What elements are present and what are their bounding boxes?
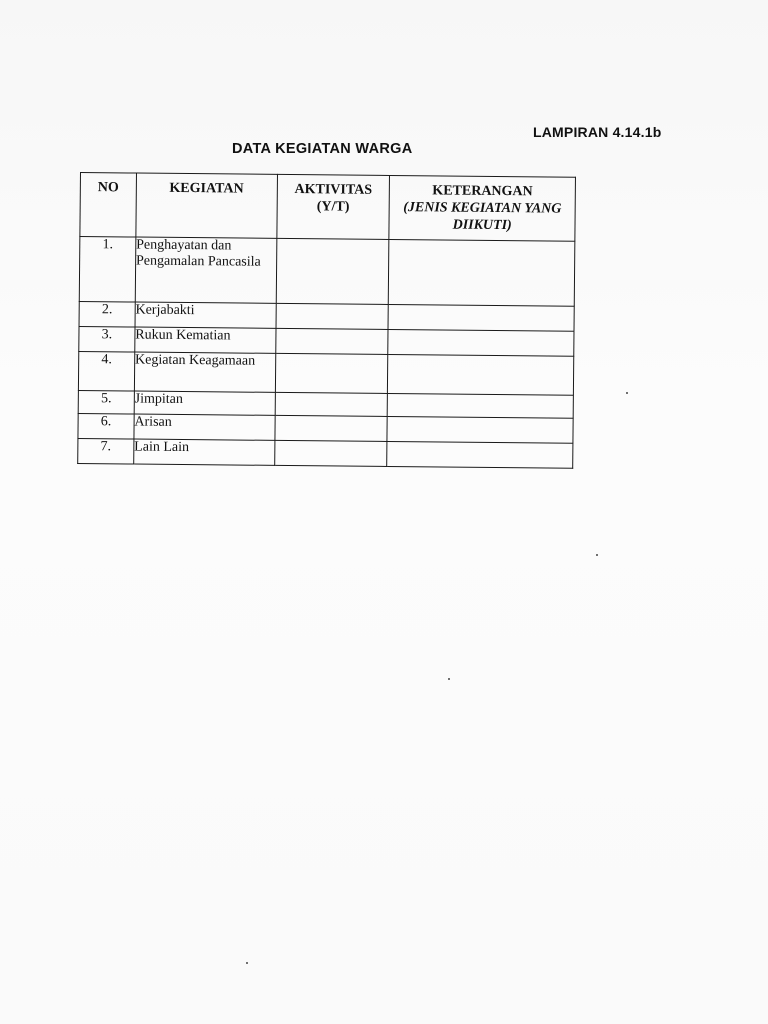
row-number: 4. xyxy=(78,351,134,391)
scan-speck xyxy=(448,678,450,680)
scan-speck xyxy=(246,962,248,964)
header-keterangan xyxy=(389,175,575,241)
row-number: 7. xyxy=(78,438,134,464)
row-aktivitas-cell[interactable] xyxy=(274,440,387,466)
row-number: 1. xyxy=(79,237,135,303)
row-kegiatan: Kerjabakti xyxy=(135,302,276,328)
row-keterangan-cell[interactable] xyxy=(388,304,574,331)
scan-speck xyxy=(596,554,598,556)
row-keterangan-cell[interactable] xyxy=(388,329,574,356)
row-aktivitas-cell[interactable] xyxy=(275,353,388,393)
row-number: 2. xyxy=(79,301,135,327)
page-title: DATA KEGIATAN WARGA xyxy=(232,141,413,157)
row-keterangan-cell[interactable] xyxy=(388,354,574,395)
row-number: 3. xyxy=(79,326,135,352)
row-keterangan-cell[interactable] xyxy=(387,416,573,443)
header-aktivitas: AKTIVITAS (Y/T) xyxy=(276,174,389,239)
row-aktivitas-cell[interactable] xyxy=(274,415,387,441)
header-keterangan-note: (JENIS KEGIATAN YANG DIIKUTI) xyxy=(403,200,562,234)
row-kegiatan: Kegiatan Keagamaan xyxy=(134,352,275,392)
scan-speck xyxy=(626,392,628,394)
table-row xyxy=(78,351,573,395)
activity-table xyxy=(77,172,576,469)
row-keterangan-cell[interactable] xyxy=(389,239,575,306)
table-row xyxy=(79,237,575,307)
header-kegiatan: KEGIATAN xyxy=(136,173,277,238)
header-no: NO xyxy=(80,173,136,238)
row-kegiatan: Lain Lain xyxy=(134,439,275,465)
attachment-label: LAMPIRAN 4.14.1b xyxy=(533,124,662,140)
row-kegiatan: Jimpitan xyxy=(134,391,275,415)
row-aktivitas-cell[interactable] xyxy=(276,238,389,304)
row-keterangan-cell[interactable] xyxy=(387,441,573,468)
row-number: 6. xyxy=(78,413,134,439)
header-keterangan-label: KETERANGAN xyxy=(432,183,533,200)
row-number: 5. xyxy=(78,390,134,414)
table-row xyxy=(78,438,573,468)
row-aktivitas-cell[interactable] xyxy=(275,328,388,354)
table-header-row xyxy=(80,173,576,242)
row-aktivitas-cell[interactable] xyxy=(275,392,388,416)
row-aktivitas-cell[interactable] xyxy=(276,303,389,329)
row-kegiatan: Penghayatan dan Pengamalan Pancasila xyxy=(135,237,276,303)
row-kegiatan: Arisan xyxy=(134,414,275,440)
row-kegiatan: Rukun Kematian xyxy=(135,327,276,353)
row-keterangan-cell[interactable] xyxy=(388,393,574,418)
